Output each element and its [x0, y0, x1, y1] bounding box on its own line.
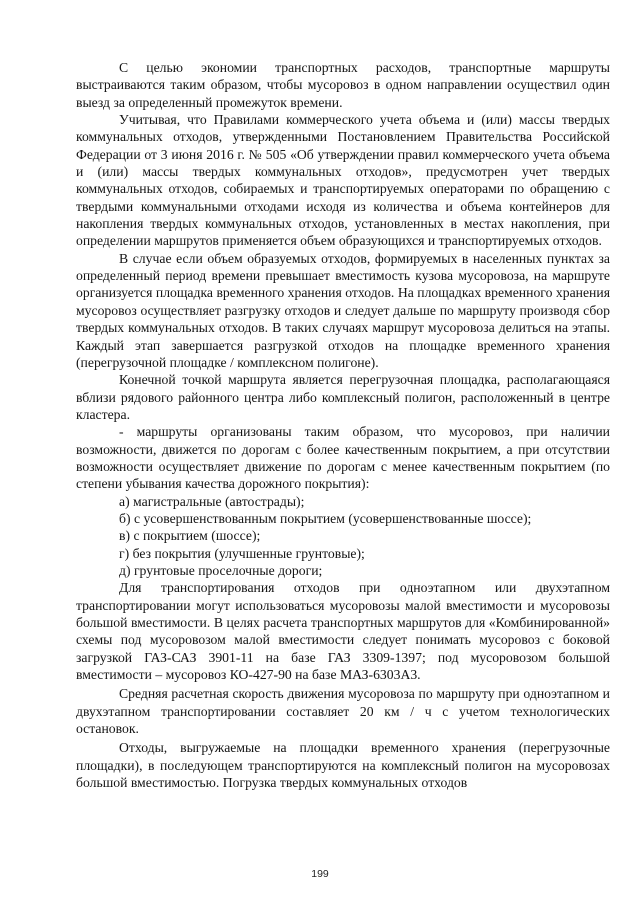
paragraph-commercial-accounting: Учитывая, что Правилами коммерческого учета объема и (или) массы твердых коммунальных отходов, утвержденными Постановлением Правительства Российской Федерации от 3 июня 2016 г. № 505 «Об утверждении правил коммерческого учета объема и (или) массы твердых коммунальных отходов», предусмотрен учет твердых коммунальных отходов, собираемых и транспортируемых операторами по обращению с твердыми коммунальными отходами исходя из количества и объема контейнеров для накопления твердых коммунальных отходов, установленных в местах накопления, при определении маршрутов применяется объем образующихся и транспортируемых отходов. — [76, 112, 610, 249]
list-item: в) с покрытием (шоссе); — [119, 528, 261, 544]
paragraph-route-end-point: Конечной точкой маршрута является перегрузочная площадка, располагающаяся вблизи рядового районного центра либо комплексный полигон, расположенный в центре кластера. — [76, 372, 610, 422]
list-item: а) магистральные (автострады); — [119, 493, 305, 509]
paragraph-temporary-storage: В случае если объем образуемых отходов, формируемых в населенных пунктах за определенный период времени превышает вместимость кузова мусоровоза, на маршруте организуется площадка временного хранения отходов. На площадках временного хранения мусоровоз осуществляет разгрузку отходов и следует дальше по маршруту производя сбор твердых коммунальных отходов. В таких случаях маршрут мусоровоза делиться на этапы. Каждый этап завершается разгрузкой отходов на площадке временного хранения (перегрузочной площадке / комплексном полигоне). — [76, 250, 610, 370]
list-item: б) с усовершенствованным покрытием (усовершенствованные шоссе); — [119, 510, 532, 526]
page-number: 199 — [311, 868, 329, 880]
list-item: г) без покрытия (улучшенные грунтовые); — [119, 545, 365, 561]
paragraph-vehicle-types: Для транспортирования отходов при одноэтапном или двухэтапном транспортировании могут использоваться мусоровозы малой вместимости и мусоровозы большой вместимости. В целях расчета транспортных маршрутов для «Комбинированной» схемы под мусоровозом малой вместимости следует понимать мусоровоз с боковой загрузкой ГАЗ-САЗ 3901-11 на базе ГАЗ 3309-1397; под мусоровозом большой вместимости – мусоровоз КО-427-90 на базе МАЗ-6303А3. — [76, 580, 610, 683]
paragraph-average-speed: Средняя расчетная скорость движения мусоровоза по маршруту при одноэтапном и двухэтапном транспортировании составляет 20 км / ч с учетом технологических остановок. — [76, 686, 610, 737]
road-type-list — [76, 493, 610, 580]
paragraph-transport-economy: С целью экономии транспортных расходов, транспортные маршруты выстраиваются таким образом, чтобы мусоровоз в одном направлении осуществил один выезд за определенный промежуток времени. — [76, 60, 610, 110]
paragraph-waste-unloading: Отходы, выгружаемые на площадки временного хранения (перегрузочные площадки), в последующем транспортируются на комплексный полигон на мусоровозах большой вместимостью. Погрузка твердых коммунальных отходов — [76, 740, 610, 791]
paragraph-road-quality: - маршруты организованы таким образом, что мусоровоз, при наличии возможности, движется по дорогам с более качественным покрытием, а при отсутствии возможности осуществляет движение по дорогам с менее качественным покрытием (по степени убывания качества дорожного покрытия): — [76, 424, 610, 492]
list-item: д) грунтовые проселочные дороги; — [119, 562, 323, 578]
document-body — [76, 59, 610, 791]
